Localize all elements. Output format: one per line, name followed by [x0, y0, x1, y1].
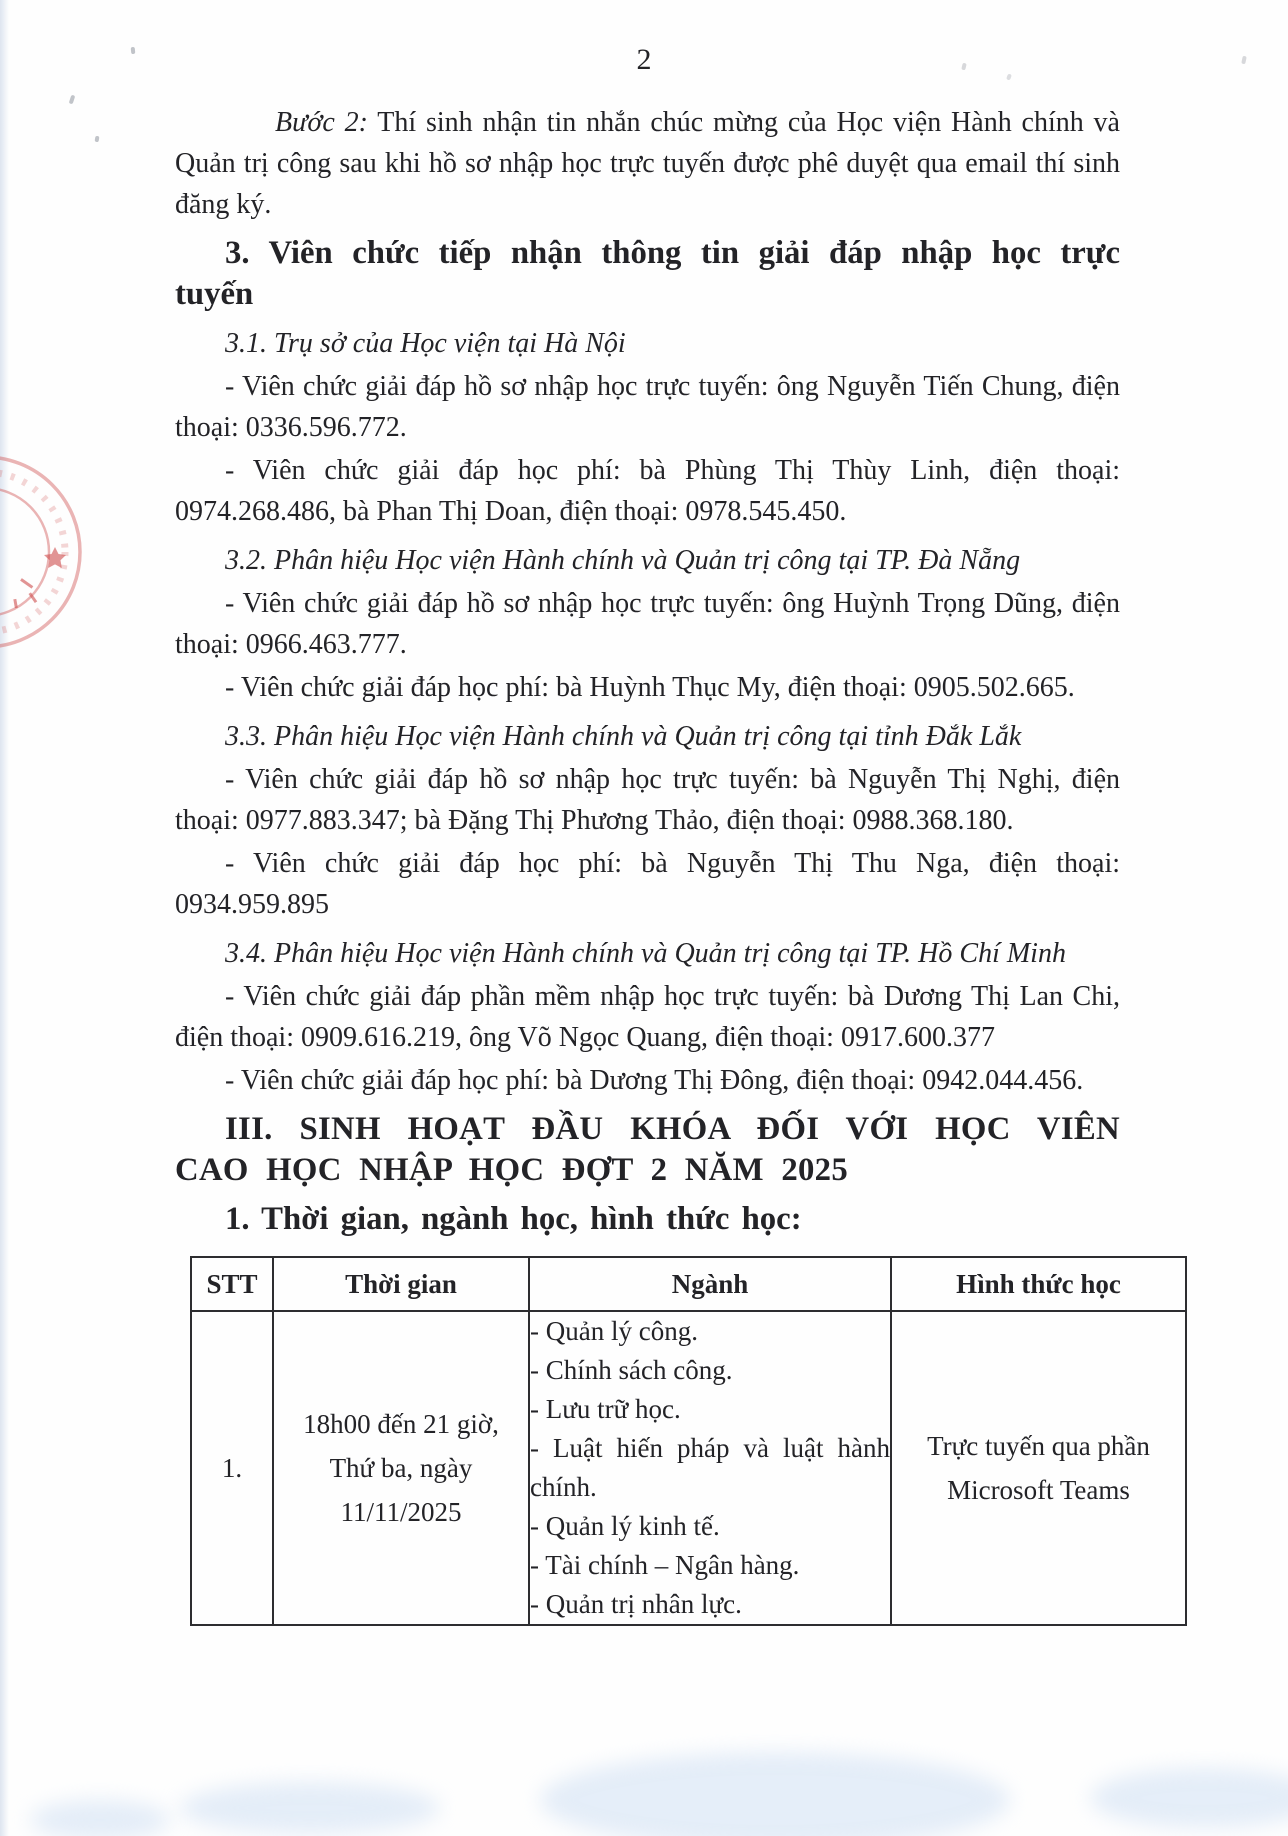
scan-artifact [69, 95, 76, 105]
cell-time [273, 1311, 529, 1625]
contact-item: - Viên chức giải đáp hồ sơ nhập học trực tuyến: bà Nguyễn Thị Nghị, điện thoại: 0977.883.347; bà Đặng Thị Phương Thảo, điện thoại: 0988.368.180. [175, 764, 1120, 836]
section-iii-sub-heading: 1. Thời gian, ngành học, hình thức học: [225, 1201, 802, 1237]
major-item: - Tài chính – Ngân hàng. [530, 1550, 800, 1580]
major-item: - Luật hiến pháp và luật hành chính. [530, 1433, 890, 1502]
time-line: 18h00 đến 21 giờ, [303, 1409, 499, 1439]
scan-artifact [131, 47, 136, 54]
official-stamp-icon [0, 444, 100, 664]
page-number: 2 [636, 43, 652, 76]
contact-item: - Viên chức giải đáp học phí: bà Dương Thị Đông, điện thoại: 0942.044.456. [225, 1065, 1084, 1096]
scan-artifact [1006, 73, 1012, 80]
contact-item: - Viên chức giải đáp học phí: bà Nguyễn Thị Thu Nga, điện thoại: 0934.959.895 [175, 848, 1120, 920]
column-header-format: Hình thức học [891, 1257, 1186, 1311]
cell-format: Trực tuyến qua phần Microsoft Teams [891, 1311, 1186, 1625]
contact-item: - Viên chức giải đáp hồ sơ nhập học trực tuyến: ông Huỳnh Trọng Dũng, điện thoại: 0966.463.777. [175, 588, 1120, 660]
cell-stt: 1. [191, 1311, 273, 1625]
major-item: - Quản trị nhân lực. [530, 1589, 742, 1619]
major-item: - Chính sách công. [530, 1355, 733, 1385]
section-3-heading: 3. Viên chức tiếp nhận thông tin giải đáp nhập học trực tuyến [175, 235, 1120, 312]
subsection-3-2-heading: 3.2. Phân hiệu Học viện Hành chính và Quản trị công tại TP. Đà Nẵng [225, 545, 1021, 576]
paragraph-step2 [175, 102, 1120, 225]
time-line: Thứ ba, ngày [329, 1453, 473, 1483]
table-header-row [191, 1257, 1186, 1311]
contact-item: - Viên chức giải đáp học phí: bà Phùng Thị Thùy Linh, điện thoại: 0974.268.486, bà Phan Thị Doan, điện thoại: 0978.545.450. [175, 455, 1120, 527]
contact-item: - Viên chức giải đáp phần mềm nhập học trực tuyến: bà Dương Thị Lan Chi, điện thoại: 0909.616.219, ông Võ Ngọc Quang, điện thoại: 0917.600.377 [175, 981, 1120, 1053]
cell-majors [529, 1311, 891, 1625]
major-item: - Quản lý công. [530, 1316, 698, 1346]
document-body [175, 102, 1150, 1626]
scan-smudge [1090, 1768, 1288, 1828]
subsection-3-4-heading: 3.4. Phân hiệu Học viện Hành chính và Quản trị công tại TP. Hồ Chí Minh [225, 938, 1066, 969]
column-header-stt: STT [191, 1257, 273, 1311]
column-header-time: Thời gian [273, 1257, 529, 1311]
major-item: - Lưu trữ học. [530, 1394, 681, 1424]
scan-smudge [180, 1782, 440, 1834]
column-header-major: Ngành [529, 1257, 891, 1311]
contact-item: - Viên chức giải đáp học phí: bà Huỳnh Thục My, điện thoại: 0905.502.665. [225, 672, 1075, 703]
table-row [191, 1311, 1186, 1625]
subsection-3-1-heading: 3.1. Trụ sở của Học viện tại Hà Nội [225, 328, 626, 359]
schedule-table [190, 1256, 1187, 1626]
step2-lead: Bước 2: [275, 107, 368, 138]
major-item: - Quản lý kinh tế. [530, 1511, 720, 1541]
scan-smudge [30, 1800, 170, 1836]
subsection-3-3-heading: 3.3. Phân hiệu Học viện Hành chính và Quản trị công tại tỉnh Đắk Lắk [225, 721, 1022, 752]
time-line: 11/11/2025 [340, 1497, 462, 1527]
step2-text: Thí sinh nhận tin nhắn chúc mừng của Học viện Hành chính và Quản trị công sau khi hồ sơ nhập học trực tuyến được phê duyệt qua email thí sinh đăng ký. [175, 107, 1120, 220]
contact-item: - Viên chức giải đáp hồ sơ nhập học trực tuyến: ông Nguyễn Tiến Chung, điện thoại: 0336.596.772. [175, 371, 1120, 443]
section-iii-heading: III. SINH HOẠT ĐẦU KHÓA ĐỐI VỚI HỌC VIÊN CAO HỌC NHẬP HỌC ĐỢT 2 NĂM 2025 [175, 1111, 1120, 1188]
scan-edge-strip [0, 0, 9, 1836]
scan-artifact [95, 136, 100, 143]
scan-smudge [540, 1752, 1010, 1836]
